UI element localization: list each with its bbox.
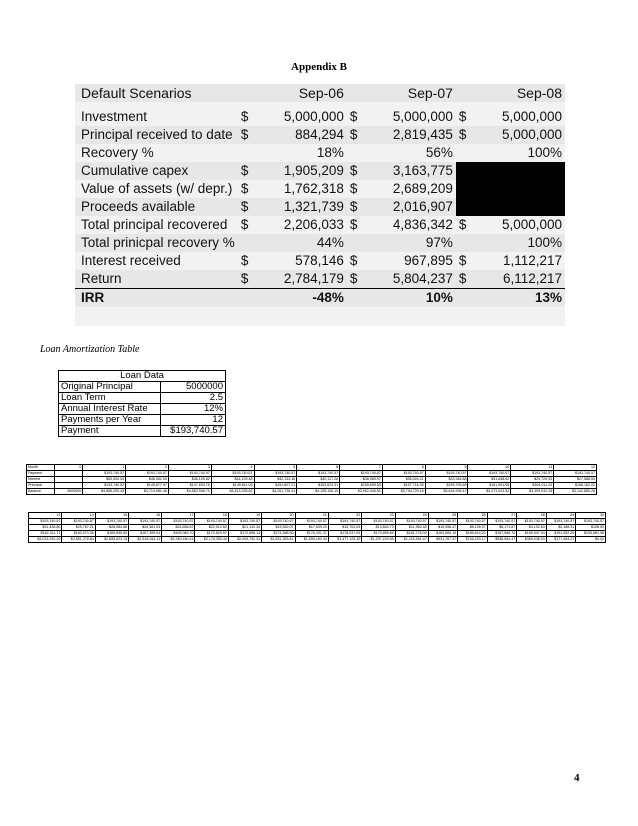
appendix-title: Appendix B <box>291 61 347 73</box>
loan-data-row <box>59 426 226 437</box>
redacted-cell <box>475 180 565 198</box>
amortization-cell: 25 <box>428 513 458 519</box>
amortization-cell: $193,740.57 <box>254 471 297 477</box>
amortization-cell: 26 <box>458 513 488 519</box>
amortization-cell: $13,844.73 <box>362 525 395 531</box>
amortization-cell: 8 <box>382 465 425 471</box>
currency-symbol <box>347 144 366 162</box>
amortization-cell: $193,740.57 <box>511 471 554 477</box>
scenario-value: 1,762,318 <box>283 181 344 196</box>
amortization-cell: $11,962.48 <box>395 525 428 531</box>
currency-symbol: $ <box>456 270 475 289</box>
amortization-cell: $177,484.27 <box>546 537 576 543</box>
redacted-cell <box>475 198 565 216</box>
loan-data-label: Payment <box>59 426 161 437</box>
amortization-cell: $3,142,880.26 <box>554 489 597 495</box>
amortization-cell: $193,740.57 <box>126 471 169 477</box>
currency-symbol: $ <box>458 217 467 232</box>
amortization-cell: $4,108,105.10 <box>297 489 340 495</box>
amortization-cell: $2,188.31 <box>546 525 576 531</box>
amortization-cell: $31,848.62 <box>468 477 511 483</box>
amortization-cell: $193,740.57 <box>362 519 395 525</box>
amortization-cell: 11 <box>511 465 554 471</box>
amortization-cell: $3,634,935.47 <box>425 489 468 495</box>
currency-symbol: $ <box>349 181 358 196</box>
loan-data-value: 2.5 <box>161 393 226 404</box>
irr-value: 13% <box>475 289 565 308</box>
irr-label: IRR <box>75 289 238 308</box>
amortization-cell: $193,740.57 <box>62 519 95 525</box>
amortization-cell: $170,829.97 <box>195 531 228 537</box>
currency-symbol <box>456 144 475 162</box>
loan-data-title: Loan Data <box>59 371 226 382</box>
scenario-label: Proceeds available <box>75 198 238 216</box>
amortization-cell: $4,413,335.62 <box>211 489 254 495</box>
amortization-cell: 23 <box>362 513 395 519</box>
amortization-cell: 16 <box>129 513 162 519</box>
amortization-cell: 0 <box>55 465 83 471</box>
scenario-value: 1,905,209 <box>257 162 347 180</box>
scenario-label: Total prinicpal recovery % <box>75 234 238 252</box>
scenario-value: 3,163,775 <box>366 162 456 180</box>
scenario-label: Recovery % <box>81 145 154 160</box>
amortization-cell: $2,518,264.11 <box>129 537 162 543</box>
scenario-value: 2,819,435 <box>366 126 456 144</box>
amortization-cell: $1,655,162.44 <box>295 537 328 543</box>
amortization-cell: $2,685,623.15 <box>95 537 128 543</box>
currency-symbol: $ <box>238 162 257 180</box>
currency-symbol: $ <box>347 270 366 289</box>
amortization-cell: $4,562,946.71 <box>168 489 211 495</box>
amortization-cell: $2,178,350.44 <box>195 537 228 543</box>
amortization-cell: $4,710,581.46 <box>126 489 169 495</box>
loan-amortization-caption: Loan Amortization Table <box>40 344 140 355</box>
amortization-cell: $193,740.57 <box>382 471 425 477</box>
amortization-cell: $2,005,752.31 <box>228 537 261 543</box>
amortization-cell: $193,740.57 <box>262 519 295 525</box>
scenario-value: 5,000,000 <box>501 217 562 232</box>
amortization-cell: $193,740.57 <box>487 519 517 525</box>
amortization-cell: $36,024.21 <box>382 477 425 483</box>
scenario-row <box>75 162 565 180</box>
irr-value: -48% <box>257 289 347 308</box>
amortization-cell: $3,309,032.28 <box>511 489 554 495</box>
amortization-cell: $193,740.57 <box>328 519 361 525</box>
amortization-cell: $193,740.57 <box>168 471 211 477</box>
loan-data-value: 12 <box>161 415 226 426</box>
month-header: Sep-07 <box>366 84 456 102</box>
amortization-cell: $193,740.57 <box>95 519 128 525</box>
amortization-row-label: Balance <box>27 489 55 495</box>
amortization-cell: $746,153.17 <box>458 537 488 543</box>
amortization-cell: $369,036.53 <box>517 537 547 543</box>
amortization-cell: $46,105.82 <box>168 477 211 483</box>
scenario-value: 1,321,739 <box>257 198 347 216</box>
scenario-label: Value of assets (w/ depr.) <box>81 181 233 196</box>
scenario-value: 4,836,342 <box>392 217 453 232</box>
amortization-cell: $191,552.26 <box>546 531 576 537</box>
loan-data-table <box>58 370 226 437</box>
amortization-cell: $193,740.57 <box>228 519 261 525</box>
amortization-cell: $1,477,125.40 <box>328 537 361 543</box>
redacted-cell <box>456 198 475 216</box>
amortization-cell: $161,891.95 <box>468 483 511 489</box>
loan-data-label: Payments per Year <box>59 415 161 426</box>
amortization-cell: $50,000.00 <box>83 477 126 483</box>
amortization-cell: $1,297,229.56 <box>362 537 395 543</box>
amortization-cell: $193,740.57 <box>546 519 576 525</box>
redacted-cell <box>456 162 475 180</box>
amortization-cell: $169,083.70 <box>162 531 195 537</box>
amortization-cell: $4,856,259.43 <box>83 489 126 495</box>
scenario-value: 5,000,000 <box>475 126 565 144</box>
amortization-cell: 21 <box>295 513 328 519</box>
amortization-cell: 3 <box>168 465 211 471</box>
loan-data-value: 5000000 <box>161 382 226 393</box>
scenario-value: 56% <box>425 145 453 160</box>
loan-data-label: Original Principal <box>59 382 161 393</box>
amortization-cell: $4,192.63 <box>517 525 547 531</box>
amortization-cell: $17,539.20 <box>295 525 328 531</box>
currency-symbol: $ <box>240 253 249 268</box>
scenario-value: 6,112,217 <box>475 270 565 289</box>
amortization-cell: $179,895.84 <box>362 531 395 537</box>
amortization-cell: 10 <box>468 465 511 471</box>
amortization-cell: 2 <box>126 465 169 471</box>
amortization-cell: 13 <box>29 513 62 519</box>
amortization-cell: $193,740.57 <box>29 519 62 525</box>
scenario-label: Total principal recovered <box>81 217 228 232</box>
amortization-cell: $2,851,278.84 <box>62 537 95 543</box>
amortization-cell: $151,607.21 <box>254 483 297 489</box>
scenario-value: 5,000,000 <box>392 109 453 124</box>
amortization-cell: $31,428.80 <box>29 525 62 531</box>
amortization-cell: $162,311.77 <box>29 531 62 537</box>
amortization-cell: $21,142.44 <box>228 525 261 531</box>
currency-symbol: $ <box>240 181 249 196</box>
scenario-value: 884,294 <box>257 126 347 144</box>
amortization-cell: $15,703.53 <box>328 525 361 531</box>
amortization-cell: 4 <box>211 465 254 471</box>
scenario-row <box>75 126 565 144</box>
currency-symbol: $ <box>347 198 366 216</box>
amortization-cell: $193,740.57 <box>129 519 162 525</box>
amortization-cell: 14 <box>62 513 95 519</box>
amortization-cell: $158.59 <box>576 525 606 531</box>
amortization-table-months-0-12 <box>26 464 597 495</box>
amortization-cell: $2,349,180.41 <box>162 537 195 543</box>
amortization-cell: $166,152.02 <box>554 483 597 489</box>
amortization-cell: $22,910.60 <box>195 525 228 531</box>
amortization-cell: $193,740.57 <box>162 519 195 525</box>
amortization-cell: $3,952,445.51 <box>340 489 383 495</box>
amortization-cell: 1 <box>83 465 126 471</box>
currency-symbol: $ <box>458 253 467 268</box>
amortization-cell: $1,115,451.47 <box>395 537 428 543</box>
scenario-value: 967,895 <box>404 253 453 268</box>
amortization-cell: $193,740.57 <box>195 519 228 525</box>
currency-symbol: $ <box>238 270 257 289</box>
amortization-cell: 29 <box>546 513 576 519</box>
scenario-value: 2,784,179 <box>257 270 347 289</box>
currency-symbol <box>238 234 257 252</box>
default-scenarios-table <box>75 84 565 326</box>
amortization-row-label: Principal <box>27 483 55 489</box>
currency-symbol: $ <box>349 109 358 124</box>
amortization-cell: $193,740.57 <box>554 471 597 477</box>
amortization-cell: $193,740.57 <box>83 471 126 477</box>
redacted-cell <box>456 180 475 198</box>
amortization-row <box>27 489 597 495</box>
amortization-cell: $147,634.75 <box>168 483 211 489</box>
amortization-cell: $42,133.36 <box>254 477 297 483</box>
amortization-row-label: Month <box>27 465 55 471</box>
amortization-cell: $8,126.37 <box>458 525 488 531</box>
amortization-cell: $33,946.88 <box>425 477 468 483</box>
amortization-cell: $187,568.70 <box>487 531 517 537</box>
amortization-cell: $3,473,043.52 <box>468 489 511 495</box>
amortization-cell: $145,677.97 <box>126 483 169 489</box>
scenario-value: 97% <box>366 234 456 252</box>
amortization-cell: 20 <box>262 513 295 519</box>
amortization-cell: $40,117.26 <box>297 477 340 483</box>
amortization-table-months-13-30 <box>28 512 606 543</box>
amortization-cell: $44,129.48 <box>211 477 254 483</box>
loan-data-row <box>59 382 226 393</box>
page-number: 4 <box>574 772 580 784</box>
amortization-row-label: Payment <box>27 471 55 477</box>
amortization-cell: $24,656.87 <box>162 525 195 531</box>
amortization-row <box>29 537 606 543</box>
amortization-cell: $193,740.57 <box>468 471 511 477</box>
scenario-label: Return <box>75 270 238 289</box>
amortization-cell: $26,381.53 <box>129 525 162 531</box>
currency-symbol: $ <box>458 109 467 124</box>
currency-symbol: $ <box>349 217 358 232</box>
currency-symbol: $ <box>456 126 475 144</box>
currency-symbol: $ <box>240 109 249 124</box>
currency-symbol <box>238 144 257 162</box>
scenario-value: 18% <box>316 145 344 160</box>
amortization-cell: 9 <box>425 465 468 471</box>
amortization-cell: $193,740.57 <box>295 519 328 525</box>
loan-data-label: Annual Interest Rate <box>59 404 161 415</box>
scenario-value: 5,804,237 <box>366 270 456 289</box>
amortization-cell: 5000000 <box>55 489 83 495</box>
amortization-cell: $558,584.47 <box>487 537 517 543</box>
scenario-value: 2,016,907 <box>366 198 456 216</box>
amortization-cell: 28 <box>517 513 547 519</box>
currency-symbol: $ <box>347 162 366 180</box>
scenario-value: 100% <box>527 145 562 160</box>
month-header: Sep-08 <box>475 84 565 102</box>
amortization-cell: 22 <box>328 513 361 519</box>
scenario-value: 100% <box>475 234 565 252</box>
amortization-cell: $931,767.37 <box>428 537 458 543</box>
loan-data-value: $193,740.57 <box>161 426 226 437</box>
amortization-cell: $6,171.87 <box>487 525 517 531</box>
currency-symbol: $ <box>240 217 249 232</box>
amortization-cell: $19,352.07 <box>262 525 295 531</box>
amortization-cell: 12 <box>554 465 597 471</box>
amortization-cell: 6 <box>297 465 340 471</box>
scenario-row <box>75 144 565 162</box>
amortization-cell: $27,588.55 <box>554 477 597 483</box>
scenario-value: 5,000,000 <box>283 109 344 124</box>
scenario-value: 2,689,209 <box>392 181 453 196</box>
amortization-cell: $48,062.59 <box>126 477 169 483</box>
amortization-cell: $193,740.57 <box>576 519 606 525</box>
scenario-value: 2,206,033 <box>283 217 344 232</box>
amortization-cell: 24 <box>395 513 428 519</box>
amortization-cell: $10,056.47 <box>428 525 458 531</box>
loan-data-value: 12% <box>161 404 226 415</box>
amortization-cell: 7 <box>340 465 383 471</box>
amortization-cell: $3,015,252.20 <box>29 537 62 543</box>
amortization-cell: $193,740.57 <box>517 519 547 525</box>
currency-symbol: $ <box>238 198 257 216</box>
scenario-row <box>75 270 565 289</box>
amortization-cell: $193,581.98 <box>576 531 606 537</box>
scenario-value: 44% <box>257 234 347 252</box>
scenario-row <box>75 108 565 126</box>
amortization-cell: $153,623.31 <box>297 483 340 489</box>
amortization-cell: $159,793.69 <box>425 483 468 489</box>
amortization-cell: $3,794,729.16 <box>382 489 425 495</box>
amortization-cell: 5 <box>254 465 297 471</box>
currency-symbol: $ <box>238 126 257 144</box>
loan-data-row <box>59 393 226 404</box>
amortization-cell: 30 <box>576 513 606 519</box>
amortization-cell: $181,778.09 <box>395 531 428 537</box>
amortization-cell: $183,684.10 <box>428 531 458 537</box>
redacted-cell <box>475 162 565 180</box>
currency-symbol: $ <box>347 126 366 144</box>
loan-data-label: Loan Term <box>59 393 161 404</box>
amortization-cell: $193,740.57 <box>428 519 458 525</box>
month-header: Sep-06 <box>257 84 347 102</box>
scenario-value: 1,112,217 <box>502 253 562 268</box>
amortization-cell: $189,547.94 <box>517 531 547 537</box>
amortization-cell: $28,084.88 <box>95 525 128 531</box>
currency-symbol <box>456 234 475 252</box>
amortization-cell: $176,201.37 <box>295 531 328 537</box>
default-scenarios-title: Default Scenarios <box>75 84 238 102</box>
scenario-label: Investment <box>81 109 148 124</box>
currency-symbol <box>347 234 366 252</box>
amortization-cell: $172,598.13 <box>228 531 261 537</box>
amortization-row-label: Interest <box>27 477 55 483</box>
amortization-cell: $193,740.57 <box>458 519 488 525</box>
amortization-cell: 19 <box>228 513 261 519</box>
amortization-cell: $29,729.33 <box>511 477 554 483</box>
amortization-cell: $193,740.57 <box>340 471 383 477</box>
amortization-cell: $163,973.36 <box>62 531 95 537</box>
loan-data-row <box>59 404 226 415</box>
irr-value: 10% <box>366 289 456 308</box>
amortization-cell: $178,037.04 <box>328 531 361 537</box>
scenario-row <box>75 180 565 198</box>
scenario-label: Principal received to date <box>75 126 238 144</box>
amortization-cell: 15 <box>95 513 128 519</box>
amortization-cell: $149,611.09 <box>211 483 254 489</box>
amortization-cell: $29,767.21 <box>62 525 95 531</box>
scenario-value: 578,146 <box>295 253 344 268</box>
amortization-cell: $193,740.57 <box>297 471 340 477</box>
amortization-cell: 18 <box>195 513 228 519</box>
amortization-cell: $143,740.57 <box>83 483 126 489</box>
amortization-cell: $167,359.04 <box>129 531 162 537</box>
scenario-row <box>75 252 565 270</box>
scenario-row <box>75 234 565 252</box>
amortization-cell: 27 <box>487 513 517 519</box>
amortization-cell: $165,655.69 <box>95 531 128 537</box>
scenario-label: Interest received <box>81 253 181 268</box>
amortization-cell: $38,080.97 <box>340 477 383 483</box>
amortization-cell: $174,388.50 <box>262 531 295 537</box>
amortization-cell: $164,011.24 <box>511 483 554 489</box>
amortization-cell: $0.00 <box>576 537 606 543</box>
scenario-row <box>75 198 565 216</box>
scenario-row <box>75 216 565 234</box>
scenario-value: 5,000,000 <box>501 109 562 124</box>
amortization-cell: $155,659.59 <box>340 483 383 489</box>
scenario-label: Cumulative capex <box>75 162 238 180</box>
amortization-cell: $193,740.57 <box>425 471 468 477</box>
amortization-cell: $1,831,363.81 <box>262 537 295 543</box>
loan-data-row <box>59 415 226 426</box>
amortization-cell: $157,716.35 <box>382 483 425 489</box>
amortization-cell: 17 <box>162 513 195 519</box>
amortization-cell: $185,614.20 <box>458 531 488 537</box>
amortization-cell: $193,740.57 <box>395 519 428 525</box>
amortization-cell: $193,740.57 <box>211 471 254 477</box>
amortization-cell: $4,261,728.41 <box>254 489 297 495</box>
currency-symbol: $ <box>349 253 358 268</box>
